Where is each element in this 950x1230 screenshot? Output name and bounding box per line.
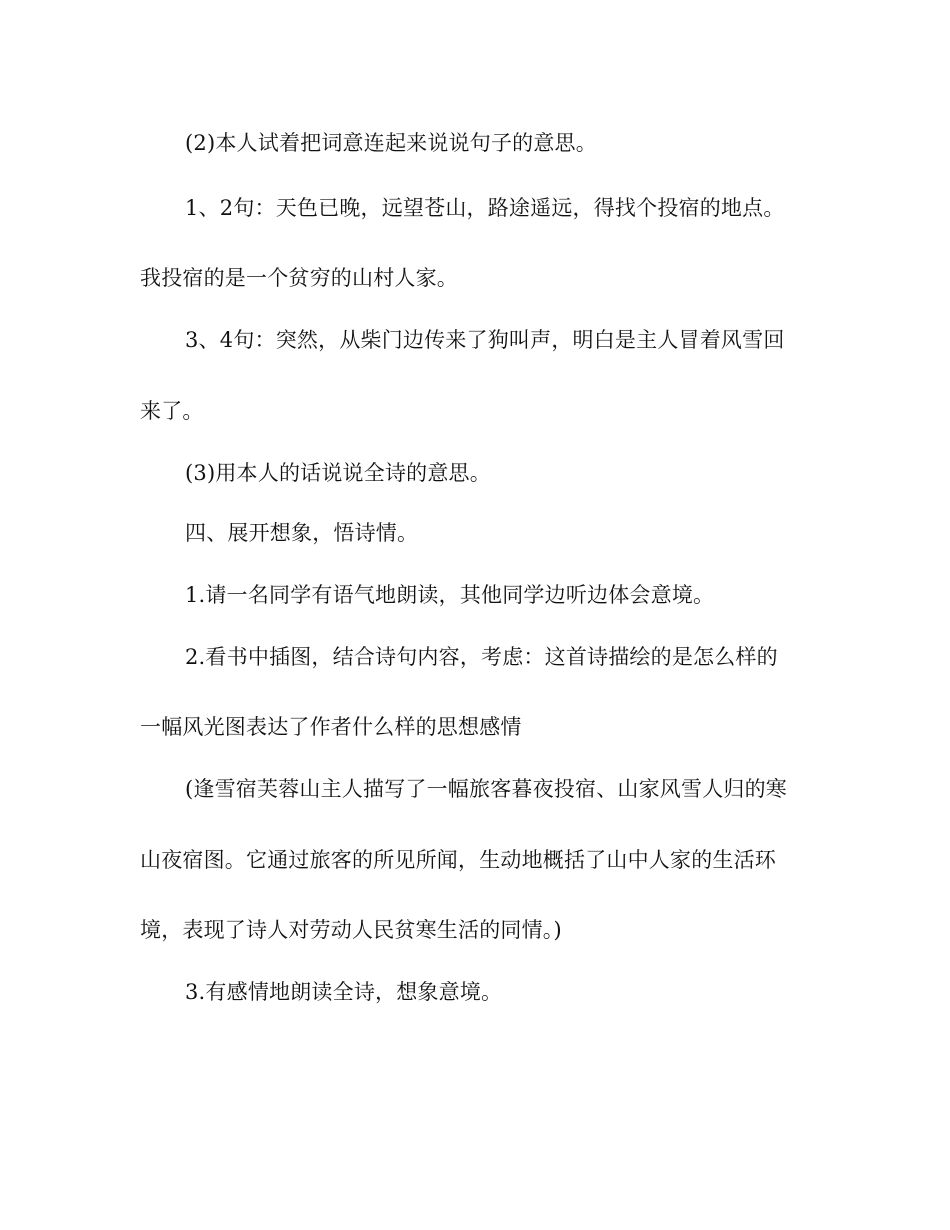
- paragraph-line-10: 一幅风光图表达了作者什么样的思想感情: [140, 715, 522, 739]
- paragraph-line-14: 3.有感情地朗读全诗，想象意境。: [185, 980, 503, 1004]
- paragraph-line-13: 境，表现了诗人对劳动人民贫寒生活的同情。): [140, 918, 562, 942]
- paragraph-line-9: 2.看书中插图，结合诗句内容，考虑：这首诗描绘的是怎么样的: [185, 645, 778, 669]
- paragraph-line-8: 1.请一名同学有语气地朗读，其他同学边听边体会意境。: [185, 583, 715, 607]
- paragraph-line-11: (逢雪宿芙蓉山主人描写了一幅旅客暮夜投宿、山家风雪人归的寒: [185, 777, 787, 801]
- paragraph-line-5: 来了。: [140, 399, 204, 423]
- paragraph-line-4: 3、4句：突然，从柴门边传来了狗叫声，明白是主人冒着风雪回: [185, 328, 785, 352]
- paragraph-line-3: 我投宿的是一个贫穷的山村人家。: [140, 266, 458, 290]
- paragraph-line-12: 山夜宿图。它通过旅客的所见所闻，生动地概括了山中人家的生活环: [140, 848, 776, 872]
- paragraph-line-7: 四、展开想象，悟诗情。: [185, 521, 419, 545]
- paragraph-line-1: (2)本人试着把词意连起来说说句子的意思。: [185, 131, 597, 155]
- paragraph-line-6: (3)用本人的话说说全诗的意思。: [185, 461, 491, 485]
- paragraph-line-2: 1、2句：天色已晚，远望苍山，路途遥远，得找个投宿的地点。: [185, 196, 785, 220]
